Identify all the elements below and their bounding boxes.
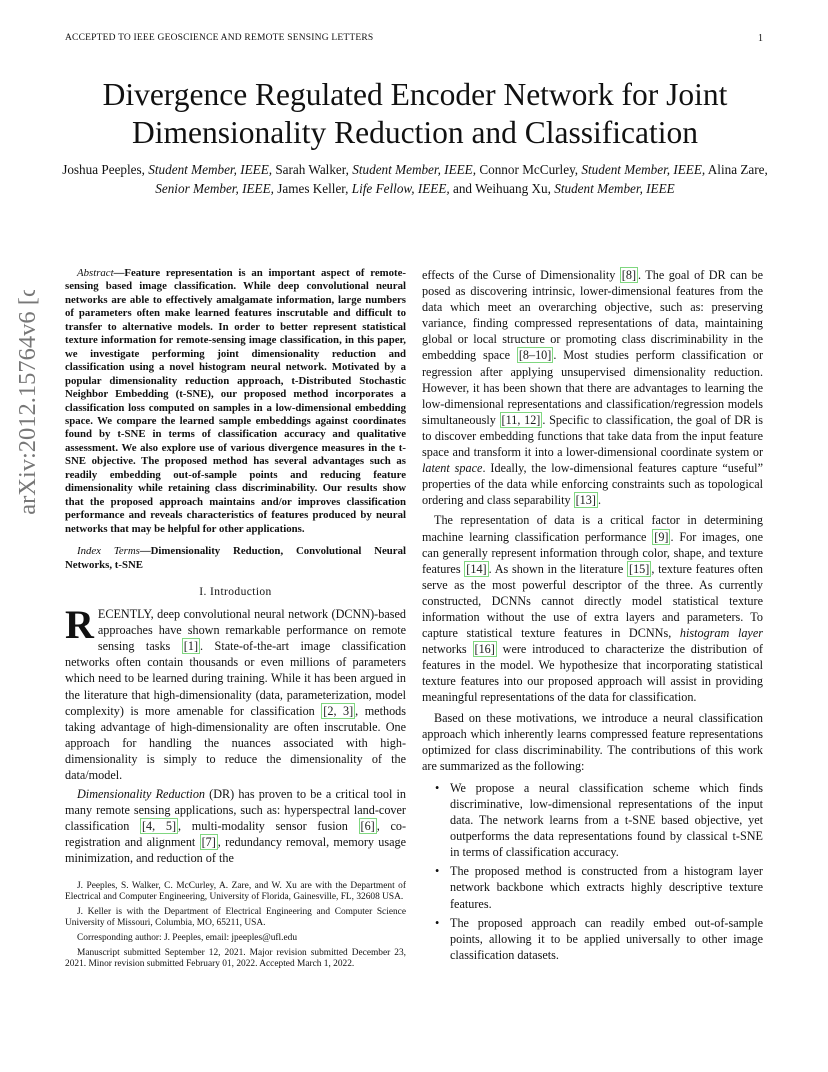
- arxiv-stamp: [3, 290, 47, 730]
- author-name: James Keller,: [277, 181, 349, 196]
- section-heading-introduction: I. Introduction: [199, 585, 272, 598]
- citation-link[interactable]: [11, 12]: [501, 412, 541, 427]
- body-text: networks: [422, 642, 467, 657]
- citation-link[interactable]: [14]: [466, 561, 487, 576]
- author-name: Sarah Walker,: [275, 162, 349, 177]
- author-role: Life Fellow, IEEE,: [351, 181, 450, 196]
- citation-link[interactable]: [6]: [360, 819, 375, 834]
- footnote: Corresponding author: J. Peeples, email: jpeeples@ufl.edu: [77, 932, 298, 943]
- body-text: . Ideally, the low-dimensional features capture “useful” properties of the data while enforcing constraints such as topological ordering and class separability: [422, 461, 763, 508]
- intro-paragraph-2: [65, 786, 406, 866]
- footnote: J. Keller is with the Department of Electrical Engineering and Computer Science University of Missouri, Columbia, MO, 65211, USA.: [65, 906, 406, 929]
- list-item: • The proposed approach can readily embed out-of-sample points, allowing it to be applied universally to other image classification datasets.: [422, 915, 763, 963]
- list-item: • The proposed method is constructed from a histogram layer network backbone which extracts highly descriptive texture features.: [422, 863, 763, 911]
- body-text: . For images, one can generally represent information through color, shape, and texture features: [422, 529, 763, 576]
- contribution-list: [422, 780, 763, 963]
- footnote: Manuscript submitted September 12, 2021. Major revision submitted December 23, 2021. Minor revision submitted February 01, 2022. Accepted March 1, 2022.: [65, 947, 406, 970]
- body-emphasis: latent space: [422, 461, 483, 476]
- author-role: Student Member, IEEE,: [352, 162, 477, 177]
- title-line-2: Dimensionality Reduction and Classification: [131, 115, 699, 150]
- body-text: .: [597, 493, 601, 508]
- arxiv-stamp-svg: [3, 290, 47, 730]
- left-column: [65, 267, 406, 974]
- intro-paragraph-1: [65, 602, 407, 783]
- body-text: effects of the Curse of Dimensionality: [422, 268, 616, 282]
- author-name: Connor McCurley,: [479, 162, 579, 177]
- author-role: Student Member, IEEE,: [148, 162, 273, 177]
- author-name: Joshua Peeples,: [62, 162, 145, 177]
- author-role: Senior Member, IEEE,: [155, 181, 274, 196]
- intro-text: , redundancy removal, memory usage minimization, and reduction of the: [65, 835, 406, 866]
- citation-link[interactable]: [1]: [183, 639, 199, 654]
- running-header: ACCEPTED TO IEEE GEOSCIENCE AND REMOTE SENSING LETTERS: [65, 33, 374, 43]
- citation-link[interactable]: [8–10]: [518, 348, 552, 363]
- index-terms-text: Dimensionality Reduction, Convolutional Neural Networks, t-SNE: [65, 545, 406, 571]
- body-emphasis: histogram layer: [679, 626, 763, 641]
- author-name: and Weihuang Xu,: [452, 181, 551, 196]
- author-role: Student Member, IEEE: [554, 181, 675, 196]
- intro-text: , methods taking advantage of high-dimensionality are often inscrutable. One approach for handling the nuances associated with high-dimensionality is simply to reduce the dimensionality of the data/model.: [65, 703, 407, 782]
- intro-emphasis: Dimensionality Reduction: [77, 787, 206, 802]
- list-item: • We propose a neural classification scheme which finds discriminative, low-dimensional representations of the input data. The network learns from a t-SNE based objective, yet outperforms the data representations found by classical t-SNE in terms of classification accuracy.: [422, 780, 763, 860]
- right-column: [422, 267, 763, 966]
- footnotes: [65, 881, 406, 971]
- author-role: Student Member, IEEE,: [581, 162, 706, 177]
- body-text: . Specific to classification, the goal of DR is to discover embedding functions that take data from the input feature space and transform it into a lower-dimensional coordinate system or: [422, 412, 764, 460]
- body-text: . As shown in the literature: [488, 561, 624, 576]
- drop-cap: R: [65, 602, 94, 648]
- intro-text: . State-of-the-art image classification networks often contain thousands or even millions of parameters which need to be learned during training. While it has been argued in the literature that high-dimensionality (data, parameterization, model complexity) is more amenable for classification: [65, 639, 407, 718]
- intro-text: ECENTLY, deep convolutional neural network (DCNN)-based approaches have shown remarkable performance on remote sensing tasks: [97, 607, 406, 654]
- citation-link[interactable]: [15]: [629, 561, 650, 576]
- footnote: J. Peeples, S. Walker, C. McCurley, A. Zare, and W. Xu are with the Department of Electrical and Computer Engineering, University of Florida, Gainesville, FL, 32608 USA.: [65, 880, 406, 903]
- abstract-text: Feature representation is an important aspect of remote-sensing based image classification. While deep convolutional neural networks are able to effectively amalgamate information, large numbers of parameters often make learned features inscrutable and difficult to transfer to alternative models. In order to better represent statistical texture information for remote-sensing image classification, in this paper, we investigate performing joint dimensionality reduction and classification using a novel histogram neural network. Motivated by a popular dimensionality reduction approach, t-Distributed Stochastic Neighbor Embedding (t-SNE), our proposed method incorporates a classification loss computed on samples in a low-dimensional embedding space. We compare the learned sample embeddings against coordinates found by t-SNE in terms of classification accuracy and qualitative assessment. We also explore use of various divergence measures in the t-SNE objective. The proposed method has several advantages such as readily embedding out-of-sample points and reducing feature dimensionality while retaining class discriminability. Our results show that the proposed approach maintains and/or improves classification performance and reveals characteristics of features produced by neural networks that may be helpful for other applications.: [65, 267, 406, 535]
- citation-link[interactable]: [16]: [474, 642, 495, 657]
- body-text: , texture features often serve as the most powerful descriptor of the three. As currently constructed, DCNNs cannot directly model statistical texture information without the use of extra layers and parameters. To capture statistical texture features in DCNNs,: [422, 561, 763, 641]
- citation-link[interactable]: [9]: [654, 529, 669, 544]
- intro-text: , co-registration and alignment: [65, 819, 407, 850]
- body-paragraph-1: [422, 267, 763, 508]
- citation-link[interactable]: [7]: [201, 835, 216, 850]
- body-text: . The goal of DR can be posed as discovering intrinsic, lower-dimensional features from the data which meet an overarching objective, such as: preserving variance, finding compressed representations of data, maintaining global or local structure or promoting class discriminability in the embedding space: [422, 268, 764, 363]
- body-text: The representation of data is a critical factor in determining machine learning classification performance: [422, 513, 763, 544]
- body-text: . Most studies perform classification or regression after applying unsupervised dimensionality reduction. However, it has been shown that there are advantages to learning the low-dimensional representations and classification/regression models simultaneously: [422, 348, 764, 427]
- body-paragraph-3: Based on these motivations, we introduce a neural classification approach which inherently learns compressed feature representations optimized for class discriminability. The contributions of this work are summarized as the following:: [422, 710, 763, 773]
- intro-text: , multi-modality sensor fusion: [178, 819, 348, 834]
- title-line-1: Divergence Regulated Encoder Network for Joint: [102, 77, 728, 112]
- body-text: were introduced to characterize the distribution of features in the model. We hypothesize that incorporating statistical texture features into our proposed approach will assist in providing meaningful representations of the data for classification.: [422, 642, 763, 705]
- citation-link[interactable]: [8]: [621, 268, 637, 282]
- abstract: Abstract—Feature representation is an important aspect of remote-sensing based image classification. While deep convolutional neural networks are able to effectively amalgamate information, large numbers of parameters often make learned features inscrutable and difficult to transfer to alternative models. In order to better represent statistical texture information for remote-sensing image classification, in this paper, we investigate performing joint dimensionality reduction and classification using a novel histogram neural network. Motivated by a popular dimensionality reduction approach, t-Distributed Stochastic Neighbor Embedding (t-SNE), our proposed method incorporates a classification loss computed on samples in a low-dimensional embedding space. We compare the learned sample embeddings against coordinates found by t-SNE in terms of classification accuracy and qualitative assessment. We also explore use of various divergence measures in the t-SNE objective. The proposed method has several advantages such as readily embedding out-of-sample points and reducing feature dimensionality while retaining class discriminability. Our results show that the proposed approach maintains and/or improves classification performance and reveals characteristics of features produced by neural networks that may be helpful for other applications.: [65, 267, 406, 535]
- citation-link[interactable]: [2, 3]: [323, 703, 354, 718]
- citation-link[interactable]: [4, 5]: [142, 819, 177, 834]
- paper-title: [40, 76, 790, 152]
- intro-text: (DR) has proven to be a critical tool in many remote sensing applications, such as: hyperspectral land-cover classification: [65, 787, 406, 834]
- citation-link[interactable]: [13]: [575, 493, 596, 508]
- index-terms-label: Index Terms: [77, 545, 140, 558]
- author-name: Alina Zare,: [707, 162, 768, 177]
- author-list: [60, 160, 770, 198]
- abstract-label: Abstract: [77, 267, 114, 279]
- arxiv-stamp-text: arXiv:2012.15764v6 [cs.LG] 4 Mar 2022: [14, 290, 41, 515]
- page-number: 1: [758, 33, 763, 44]
- index-terms: Index Terms—Dimensionality Reduction, Convolutional Neural Networks, t-SNE: [65, 545, 406, 571]
- body-paragraph-2: [422, 512, 763, 705]
